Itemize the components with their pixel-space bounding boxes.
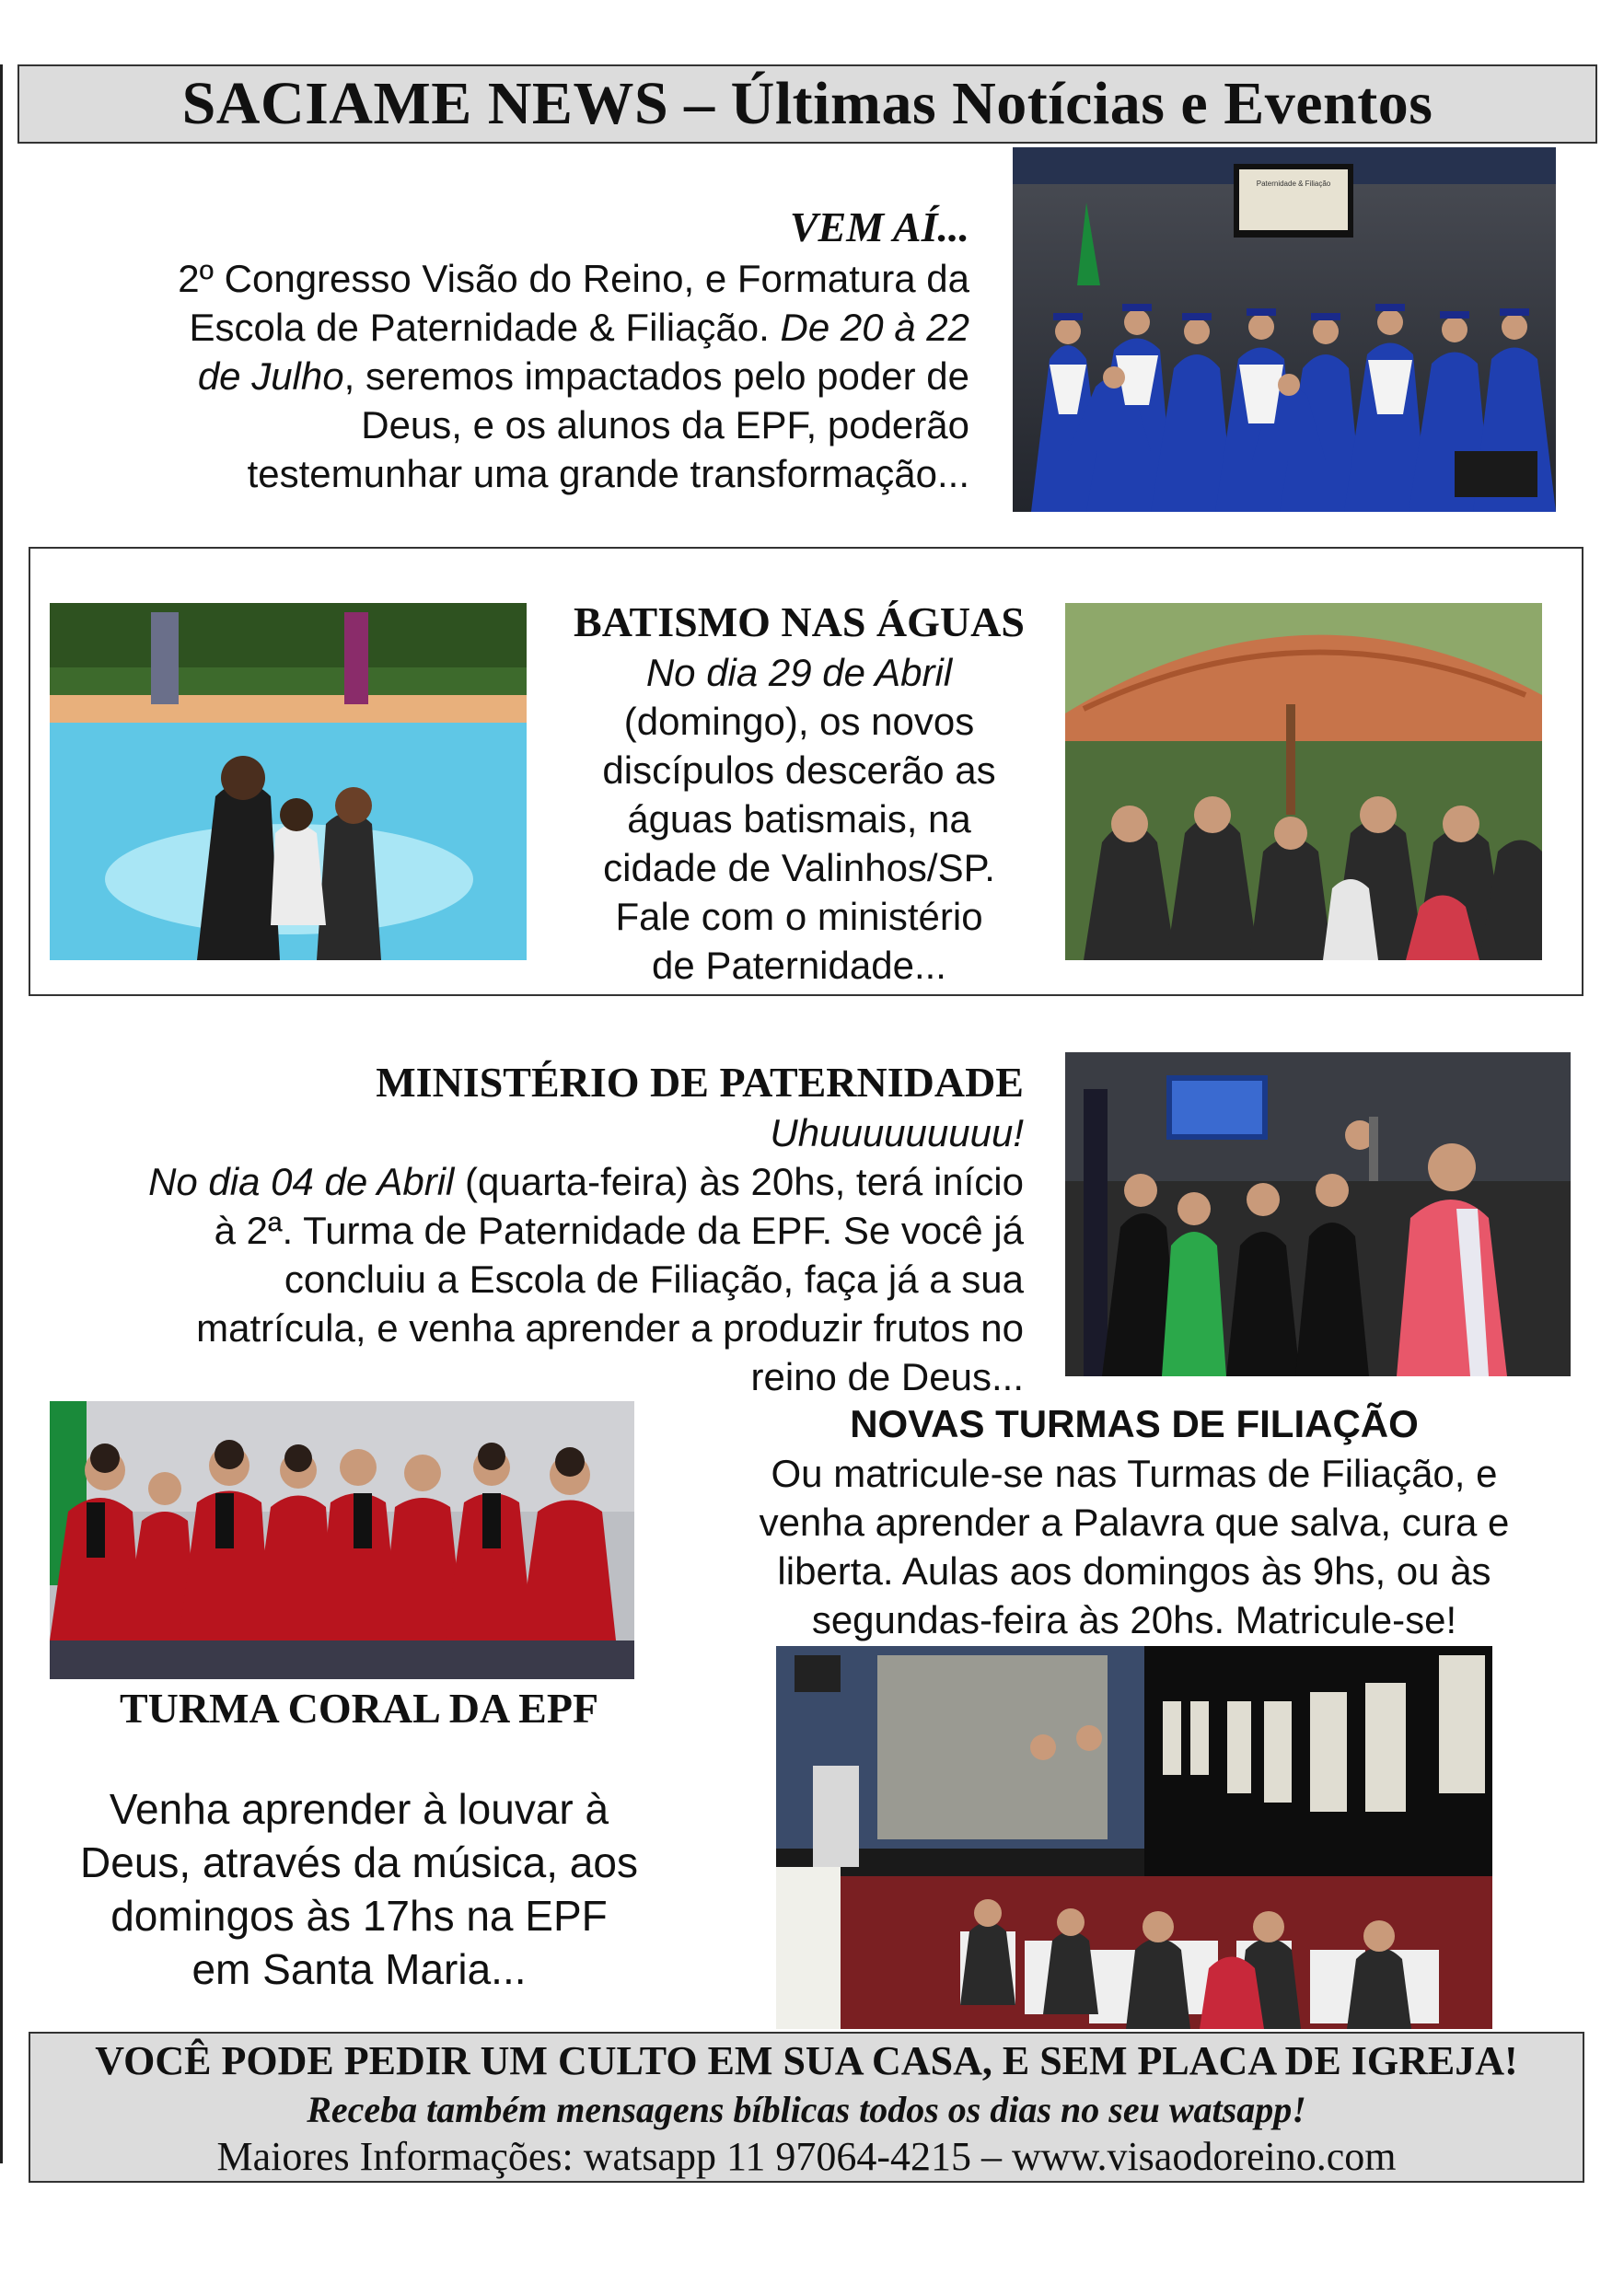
vem-ai-heading: VEM AÍ... <box>789 203 969 250</box>
vem-ai-line: de Julho, seremos impactados pelo poder de <box>197 354 969 398</box>
batismo-line: Fale com o ministério <box>615 895 983 938</box>
vem-ai-line: Deus, e os alunos da EPF, poderão <box>361 403 969 446</box>
page-title: SACIAME NEWS – Últimas Notícias e Eventos <box>181 70 1433 137</box>
coral-heading: TURMA CORAL DA EPF <box>119 1685 599 1732</box>
footer-contact: Maiores Informações: watsapp 11 97064-4215 – www.visaodoreino.com <box>216 2134 1397 2179</box>
batismo-line: cidade de Valinhos/SP. <box>603 846 995 889</box>
ministerio-line: No dia 04 de Abril (quarta-feira) às 20hs, terá início <box>148 1160 1024 1203</box>
batismo-line: No dia 29 de Abril <box>645 651 953 694</box>
batismo-line: águas batismais, na <box>627 797 971 841</box>
coral-line: Venha aprender à louvar à <box>109 1785 609 1833</box>
coral-line: domingos às 17hs na EPF <box>110 1892 608 1940</box>
screen-caption: Paternidade & Filiação <box>1256 180 1331 188</box>
prayer-umbrella-photo <box>1065 603 1542 960</box>
vem-ai-line: Escola de Paternidade & Filiação. De 20 à 22 <box>189 306 969 349</box>
novas-turmas-line: liberta. Aulas aos domingos às 9hs, ou às <box>777 1549 1491 1593</box>
vem-ai-line: testemunhar uma grande transformação... <box>247 452 969 495</box>
ministerio-line: à 2ª. Turma de Paternidade da EPF. Se você já <box>214 1209 1024 1252</box>
batismo-line: discípulos descerão as <box>602 748 996 792</box>
coral-line: Deus, através da música, aos <box>80 1838 638 1886</box>
ministerio-line: matrícula, e venha aprender a produzir frutos no <box>196 1306 1024 1350</box>
batismo-heading: BATISMO NAS ÁGUAS <box>574 598 1025 645</box>
batismo-line: de Paternidade... <box>652 944 946 987</box>
classroom-photo <box>776 1646 1492 2029</box>
ministerio-section <box>46 1057 1024 1401</box>
paternidade-prayer-photo <box>1065 1052 1571 1376</box>
ministerio-line: Uhuuuuuuuuu! <box>770 1111 1024 1154</box>
ministerio-heading: MINISTÉRIO DE PATERNIDADE <box>376 1059 1024 1106</box>
newsletter-header <box>17 64 1597 144</box>
graduation-photo <box>1013 147 1556 512</box>
batismo-line: (domingo), os novos <box>623 700 975 743</box>
coral-line: em Santa Maria... <box>191 1945 527 1993</box>
novas-turmas-line: venha aprender a Palavra que salva, cura e <box>759 1501 1510 1544</box>
contact-footer <box>29 2032 1584 2183</box>
novas-turmas-section <box>700 1399 1569 1644</box>
coral-section <box>37 1683 681 1996</box>
batismo-text <box>541 597 1057 990</box>
vem-ai-line: 2º Congresso Visão do Reino, e Formatura da <box>178 257 969 300</box>
footer-headline: VOCÊ PODE PEDIR UM CULTO EM SUA CASA, E SEM PLACA DE IGREJA! <box>95 2038 1518 2083</box>
coral-choir-photo <box>50 1401 634 1679</box>
ministerio-line: concluiu a Escola de Filiação, faça já a sua <box>284 1258 1024 1301</box>
vem-ai-section <box>55 201 969 498</box>
ministerio-line: reino de Deus... <box>750 1355 1024 1398</box>
novas-turmas-heading: NOVAS TURMAS DE FILIAÇÃO <box>850 1402 1419 1445</box>
baptism-pool-photo <box>50 603 527 960</box>
left-margin-rule <box>0 64 3 2163</box>
footer-subline: Receba também mensagens bíblicas todos os dias no seu watsapp! <box>307 2089 1306 2130</box>
novas-turmas-line: Ou matricule-se nas Turmas de Filiação, e <box>771 1452 1498 1495</box>
novas-turmas-line: segundas-feira às 20hs. Matricule-se! <box>811 1598 1457 1641</box>
